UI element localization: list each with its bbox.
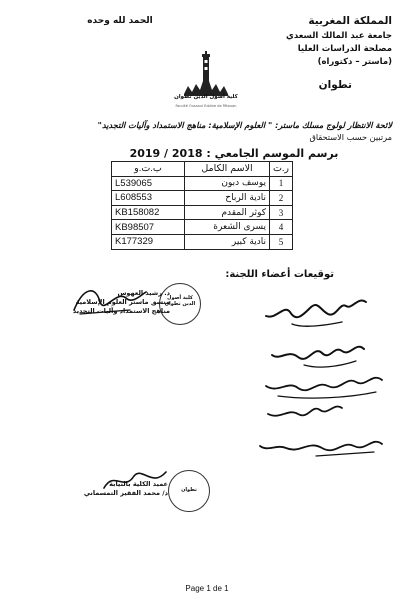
cell-name: نادية الرباح — [185, 191, 270, 206]
country-line: المملكة المغربية — [308, 15, 392, 27]
academic-season: برسم الموسم الجامعي : 2018 / 2019 — [129, 147, 339, 160]
table-row — [112, 176, 293, 191]
cell-id: L539065 — [112, 176, 185, 191]
cell-id: L608553 — [112, 191, 185, 206]
table-header-row — [112, 162, 293, 177]
dean-name: د/ محمد الفقير التمسماني — [83, 489, 168, 497]
list-title: لائحة الانتظار لولوج مسلك ماستر: " العلوم الإسلامية: مناهج الاستمداد وآليات التجديد" — [97, 120, 392, 130]
coordinator-name: د. رشيد العهوس — [117, 289, 170, 297]
page-footer: Page 1 de 1 — [185, 584, 229, 593]
table-row — [112, 220, 293, 235]
cell-number: 3 — [270, 205, 293, 220]
committee-signature-3 — [258, 368, 386, 402]
logo-caption: كلية أصول الدين تطوان — [174, 94, 238, 100]
faculty-logo — [178, 50, 234, 110]
institution-header — [222, 14, 392, 92]
column-header-number: ر.ت — [270, 162, 293, 177]
table-row — [112, 205, 293, 220]
city-line: تطوان — [318, 79, 352, 91]
committee-signature-1 — [262, 292, 370, 332]
invocation-text: الحمد لله وحده — [87, 16, 153, 26]
dean-role: عميد الكلية بالنيابة — [109, 480, 168, 488]
table-row — [112, 191, 293, 206]
department-line: مصلحة الدراسات العليا — [297, 44, 392, 54]
dean-stamp — [168, 470, 210, 512]
cell-name: يوسف دبون — [185, 176, 270, 191]
cell-name: نادية كبير — [185, 234, 270, 249]
dean-stamp-text: تطوان — [181, 487, 197, 493]
column-header-name: الاسم الكامل — [185, 162, 270, 177]
cell-number: 1 — [270, 176, 293, 191]
cell-id: KB98507 — [112, 220, 185, 235]
university-line: جامعة عبد المالك السعدي — [286, 31, 392, 41]
ranking-note: مرتبين حسب الاستحقاق — [309, 132, 392, 142]
cell-name: يسرى الشعرة — [185, 220, 270, 235]
degree-line: (ماستر – دكتوراه) — [317, 57, 392, 67]
cell-number: 2 — [270, 191, 293, 206]
column-header-id: ب.ت.و — [112, 162, 185, 177]
table-row — [112, 234, 293, 249]
coordinator-program: مناهج الاستمداد وآليات التجديد — [72, 307, 170, 315]
cell-number: 5 — [270, 234, 293, 249]
logo-subcaption: Faculté Oussoul Eddine de Tétouan — [175, 104, 237, 108]
coordinator-role: منسق ماستر العلوم الإسلامية — [75, 298, 170, 306]
cell-name: كوثر المقدم — [185, 205, 270, 220]
committee-signature-4 — [262, 398, 346, 426]
stamp-text: كلية أصول الدين تطوان — [164, 295, 196, 307]
signatures-title: توقيعات أعضاء اللجنة: — [225, 269, 334, 280]
cell-id: K177329 — [112, 234, 185, 249]
waiting-list-table — [111, 161, 293, 250]
dean-signature — [100, 462, 170, 498]
committee-signature-5 — [256, 430, 386, 462]
cell-number: 4 — [270, 220, 293, 235]
coordinator-signature — [70, 280, 150, 320]
cell-id: KB158082 — [112, 205, 185, 220]
